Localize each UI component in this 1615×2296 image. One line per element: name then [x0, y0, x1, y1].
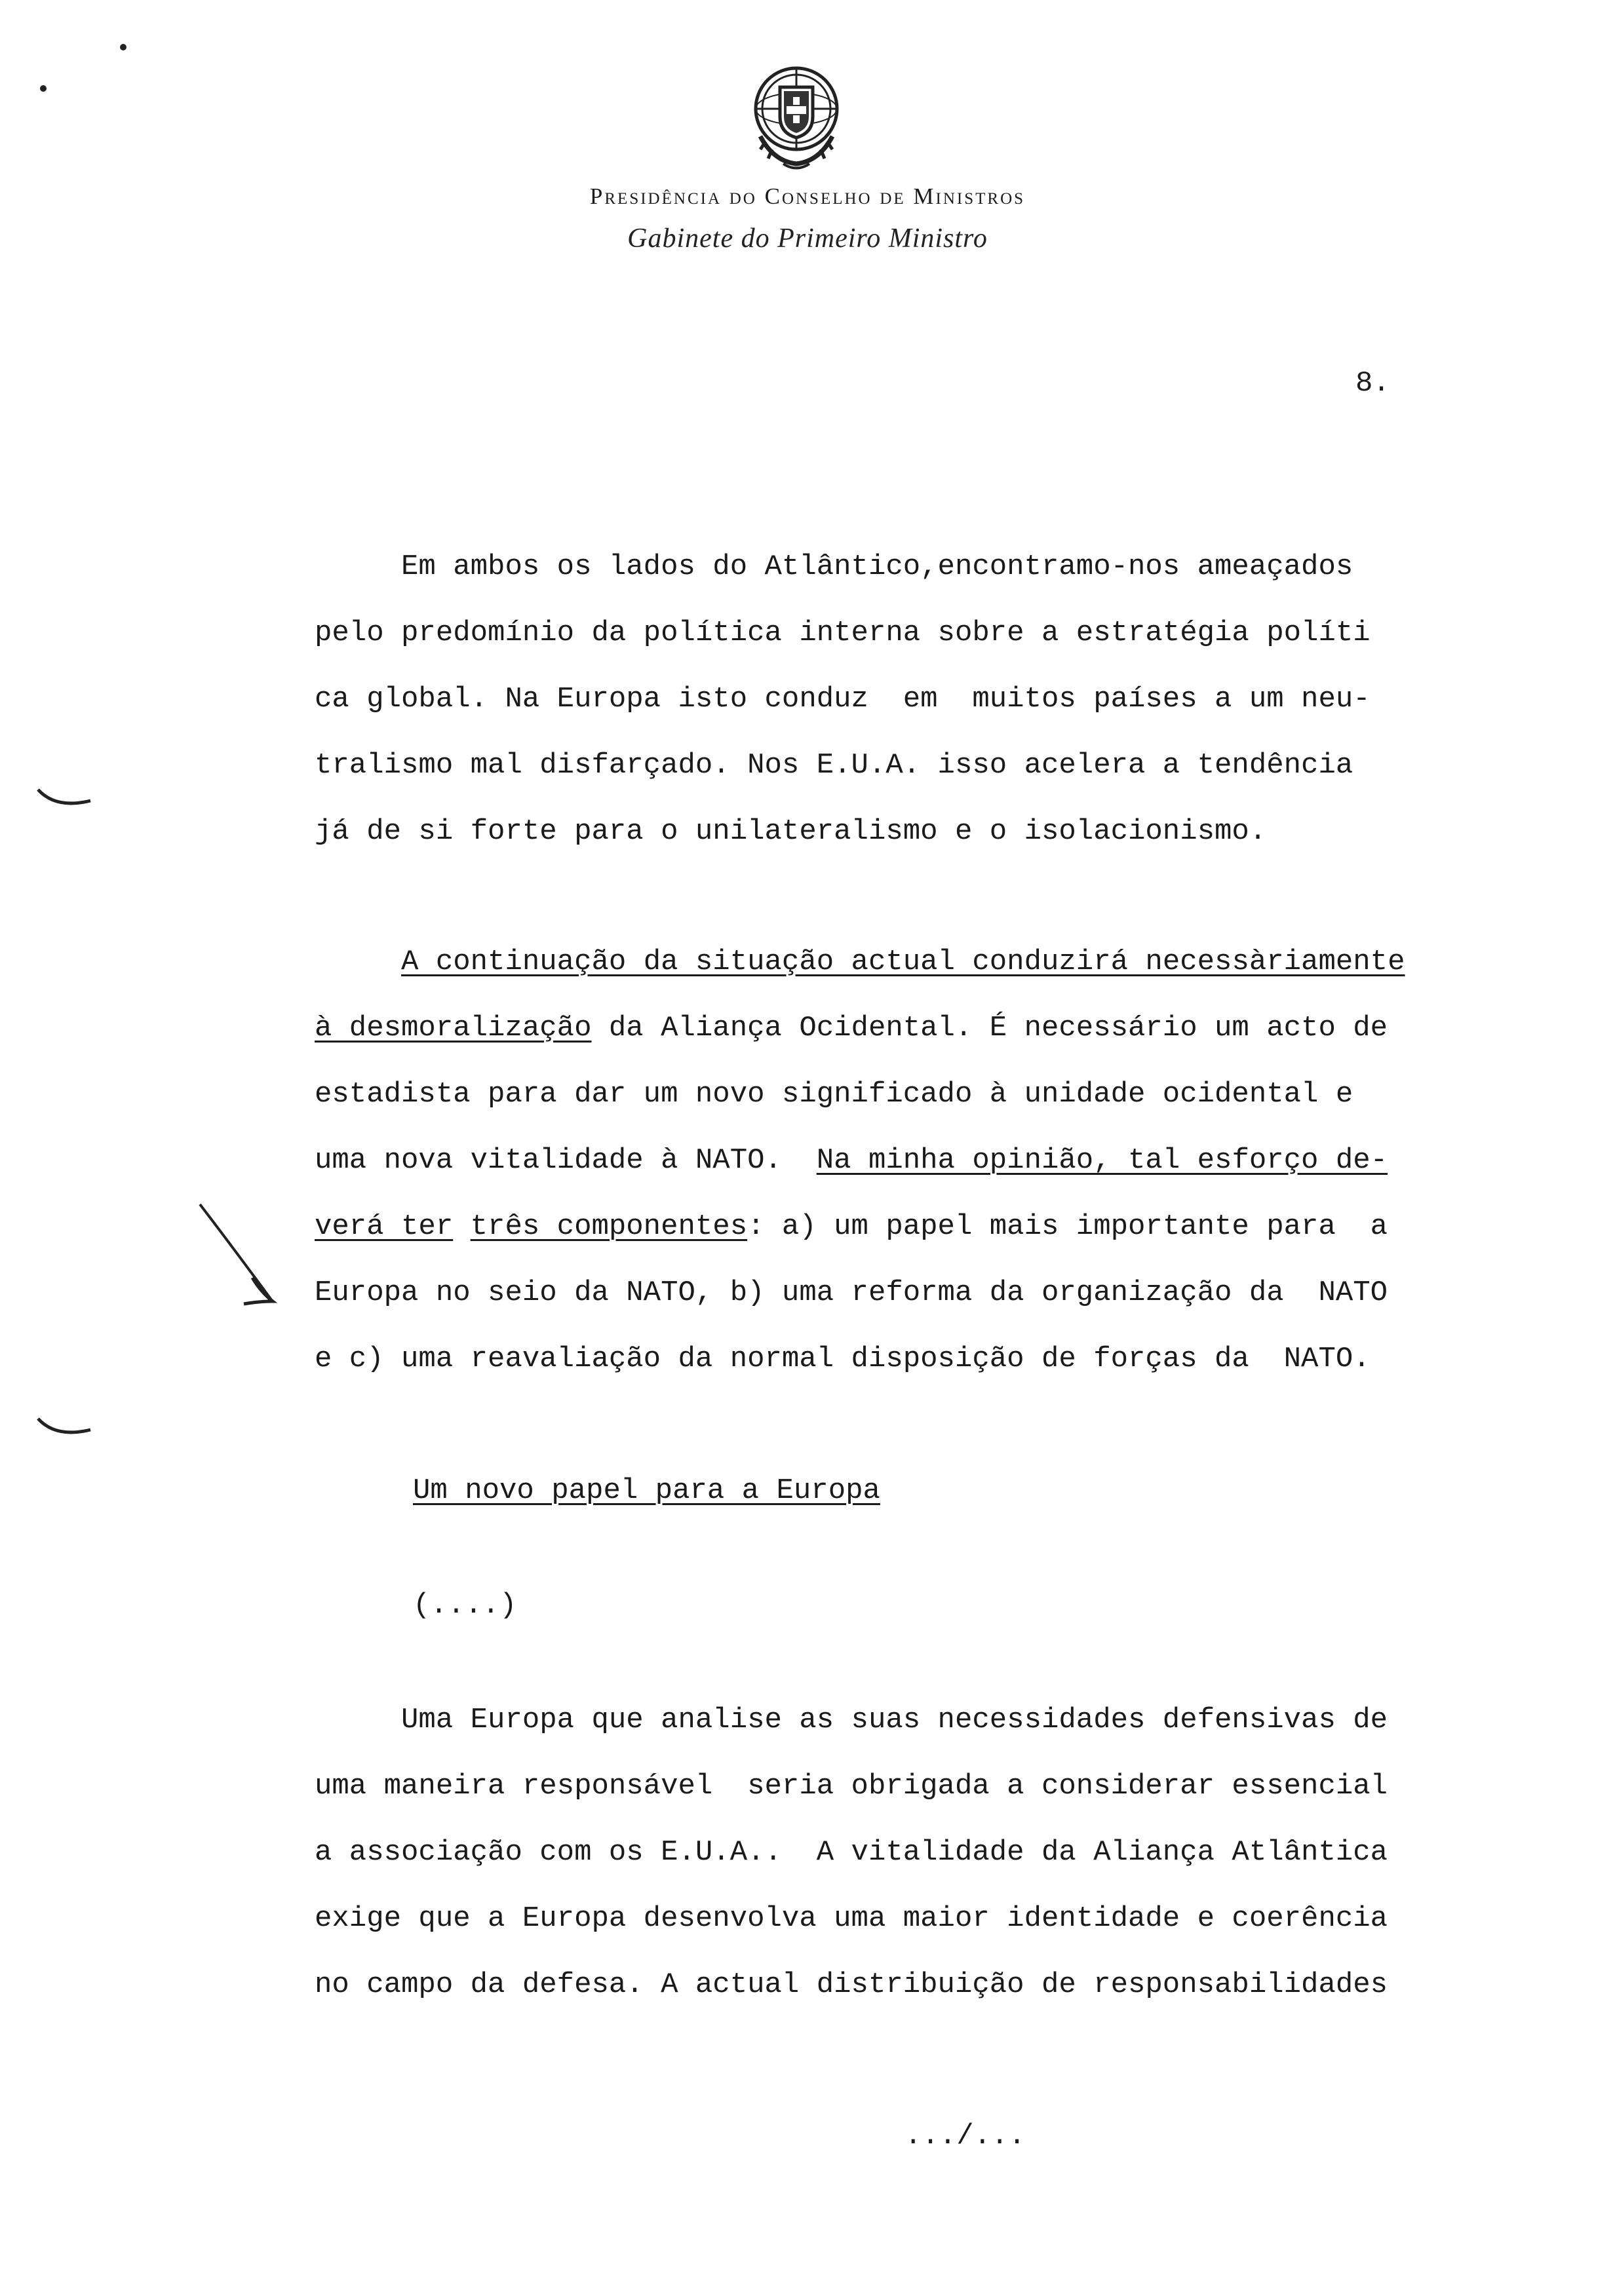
- text-line: já de si forte para o unilateralismo e o isolacionismo.: [315, 815, 1267, 848]
- scan-dot: [120, 44, 126, 50]
- hole-punch-mark: [38, 790, 90, 803]
- scan-dot: [40, 85, 47, 92]
- text-line: [315, 995, 1405, 1062]
- plain-text: uma nova vitalidade à NATO.: [315, 1144, 817, 1177]
- paragraph-2: [315, 929, 1405, 1392]
- page-number: 8.: [1355, 367, 1390, 400]
- underlined-text: A continuação da situação actual conduzirá necessàriamente: [401, 946, 1405, 978]
- text-line: tralismo mal disfarçado. Nos E.U.A. isso acelera a tendência: [315, 749, 1353, 782]
- paragraph-3: [315, 1687, 1388, 2018]
- indent: [315, 946, 401, 978]
- plain-text: da Aliança Ocidental. É necessário um acto de: [591, 1012, 1388, 1044]
- handwritten-arrow-icon: [200, 1204, 273, 1304]
- section-heading: Um novo papel para a Europa: [413, 1474, 880, 1507]
- omission-mark: (....): [413, 1589, 517, 1622]
- text-line: [315, 929, 1405, 995]
- office-subtitle: Gabinete do Primeiro Ministro: [627, 223, 988, 254]
- text-line: estadista para dar um novo significado à unidade ocidental e: [315, 1078, 1353, 1111]
- text-line: ca global. Na Europa isto conduz em muitos países a um neu-: [315, 683, 1371, 716]
- paragraph-1: [315, 534, 1371, 865]
- underlined-text: verá ter: [315, 1210, 454, 1243]
- text-line: Em ambos os lados do Atlântico,encontramo-nos ameaçados: [315, 550, 1353, 583]
- text-line: [315, 1128, 1405, 1194]
- underlined-text: Na minha opinião, tal esforço de-: [816, 1144, 1388, 1177]
- hole-punch-mark: [38, 1419, 90, 1432]
- text-line: pelo predomínio da política interna sobre a estratégia políti: [315, 617, 1371, 649]
- text-line: a associação com os E.U.A.. A vitalidade da Aliança Atlântica: [315, 1836, 1388, 1869]
- text-line: uma maneira responsável seria obrigada a considerar essencial: [315, 1770, 1388, 1803]
- continuation-mark: .../...: [905, 2120, 1026, 2152]
- underlined-text: à desmoralização: [315, 1012, 592, 1044]
- text-line: [315, 1194, 1405, 1260]
- underlined-text: três componentes: [470, 1210, 748, 1243]
- plain-text: [453, 1210, 470, 1243]
- coat-of-arms-icon: [734, 51, 859, 176]
- text-line: Europa no seio da NATO, b) uma reforma da organização da NATO: [315, 1276, 1388, 1309]
- text-line: Uma Europa que analise as suas necessidades defensivas de: [315, 1704, 1388, 1736]
- text-line: e c) uma reavaliação da normal disposição de forças da NATO.: [315, 1343, 1371, 1375]
- text-line: exige que a Europa desenvolva uma maior identidade e coerência: [315, 1902, 1388, 1935]
- text-line: no campo da defesa. A actual distribuição de responsabilidades: [315, 1968, 1388, 2001]
- plain-text: : a) um papel mais importante para a: [747, 1210, 1388, 1243]
- office-name: Presidência do Conselho de Ministros: [589, 183, 1026, 209]
